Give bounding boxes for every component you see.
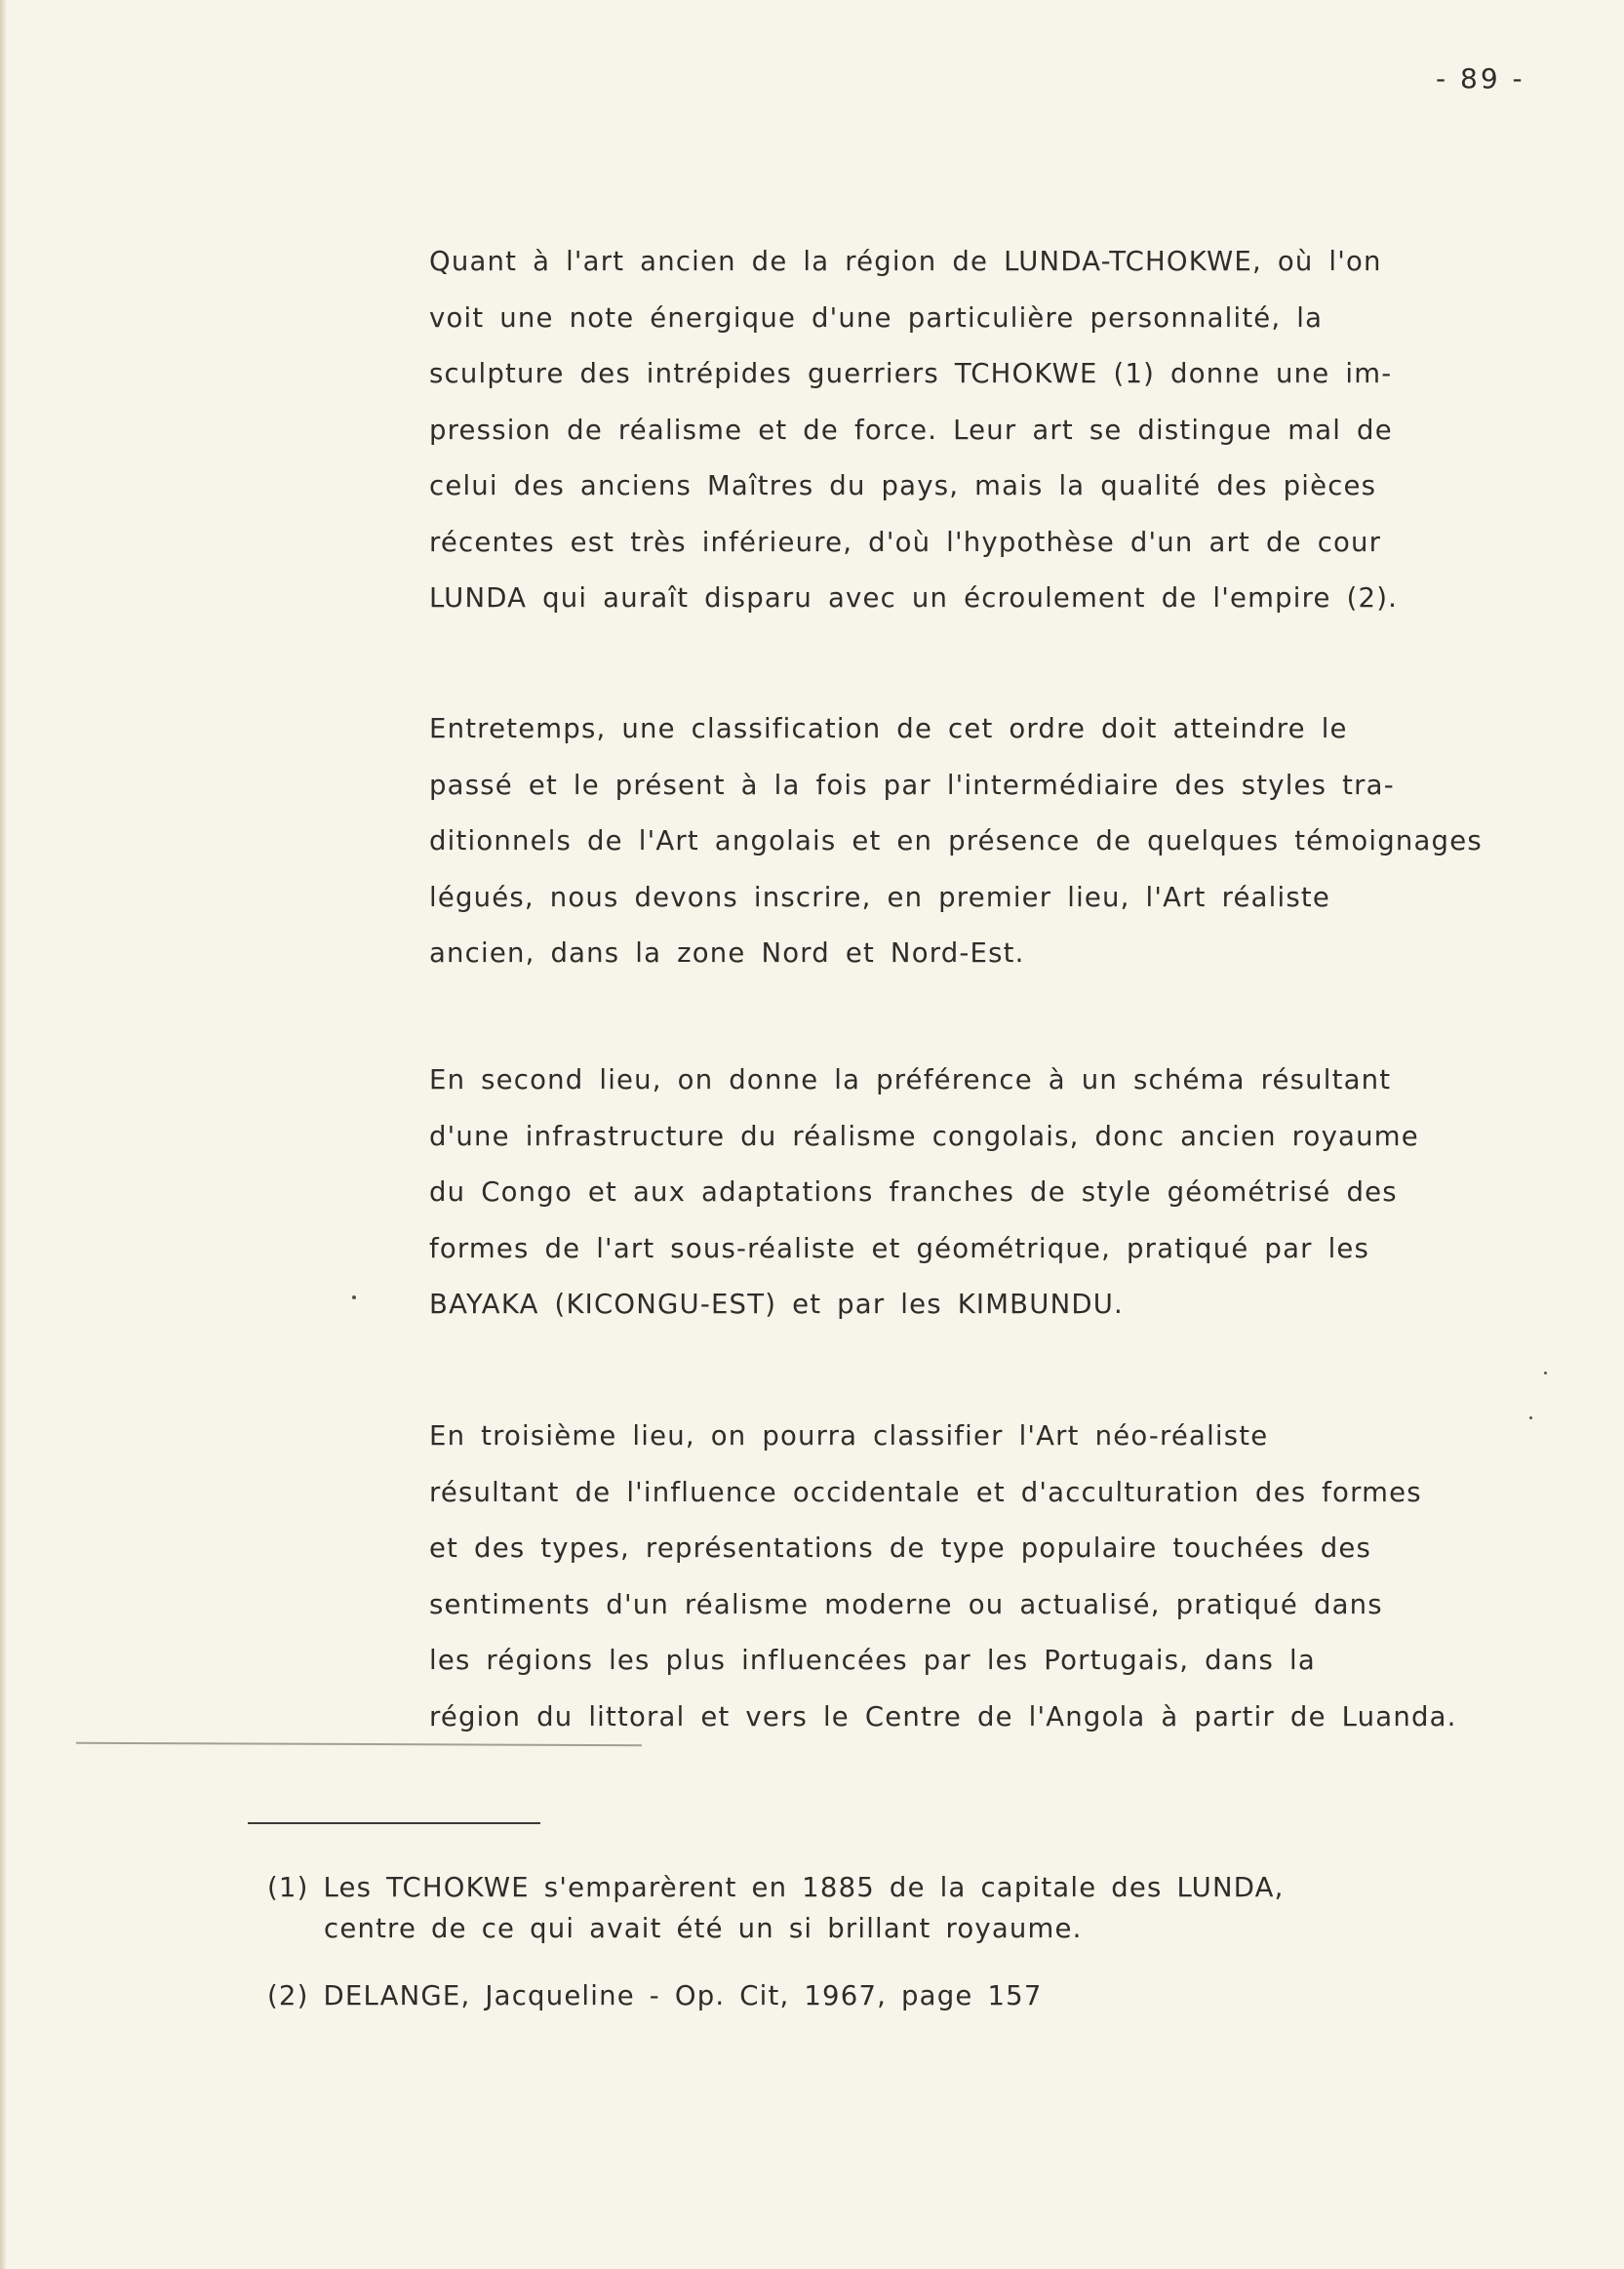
text-line: récentes est très inférieure, d'où l'hypothèse d'un art de cour xyxy=(429,526,1382,558)
text-line: celui des anciens Maîtres du pays, mais la qualité des pièces xyxy=(429,470,1377,501)
text-line: du Congo et aux adaptations franches de style géométrisé des xyxy=(429,1176,1398,1208)
footnote-line: centre de ce qui avait été un si brillant royaume. xyxy=(324,1913,1083,1944)
page-edge xyxy=(0,0,6,2269)
text-line: pression de réalisme et de force. Leur art se distingue mal de xyxy=(429,414,1393,446)
text-line: résultant de l'influence occidentale et d'acculturation des formes xyxy=(429,1476,1422,1508)
text-line: BAYAKA (KICONGU-EST) et par les KIMBUNDU. xyxy=(429,1289,1124,1320)
paragraph-second-place xyxy=(429,1053,1419,1334)
footnote-2 xyxy=(267,1975,1043,2016)
text-line: et des types, représentations de type populaire touchées des xyxy=(429,1533,1372,1564)
text-line: ancien, dans la zone Nord et Nord-Est. xyxy=(429,937,1025,969)
scan-speck xyxy=(352,1295,356,1299)
text-line: les régions les plus influencées par les Portugais, dans la xyxy=(429,1645,1316,1676)
paragraph-lunda-tchokwe xyxy=(429,234,1398,627)
text-line: voit une note énergique d'une particulière personnalité, la xyxy=(429,301,1324,334)
paragraph-classification xyxy=(429,701,1483,982)
text-line: En troisième lieu, on pourra classifier l'Art néo-réaliste xyxy=(429,1420,1269,1452)
page-number: - 89 - xyxy=(1436,62,1525,95)
text-line: sculpture des intrépides guerriers TCHOKWE (1) donne une im- xyxy=(429,358,1393,389)
text-line: formes de l'art sous-réaliste et géométrique, pratiqué par les xyxy=(429,1232,1370,1264)
text-line: d'une infrastructure du réalisme congolais, donc ancien royaume xyxy=(429,1120,1419,1152)
text-line: LUNDA qui auraît disparu avec un écroulement de l'empire (2). xyxy=(429,582,1399,614)
text-line: légués, nous devons inscrire, en premier lieu, l'Art réaliste xyxy=(429,881,1330,913)
footnote-line: (2) DELANGE, Jacqueline - Op. Cit, 1967, page 157 xyxy=(267,1980,1043,2011)
scan-speck xyxy=(1529,1416,1532,1419)
footnote-line: (1) Les TCHOKWE s'emparèrent en 1885 de la capitale des LUNDA, xyxy=(267,1872,1285,1903)
text-line: En second lieu, on donne la préférence à un schéma résultant xyxy=(429,1064,1392,1095)
text-line: région du littoral et vers le Centre de l'Angola à partir de Luanda. xyxy=(429,1700,1457,1732)
paragraph-third-place xyxy=(429,1409,1457,1745)
footnote-1 xyxy=(267,1867,1285,1949)
footnote-separator xyxy=(248,1822,540,1824)
text-line: Quant à l'art ancien de la région de LUNDA-TCHOKWE, où l'on xyxy=(429,246,1382,277)
scan-speck xyxy=(1544,1372,1547,1374)
text-line: Entretemps, une classification de cet ordre doit atteindre le xyxy=(429,713,1348,744)
text-line: sentiments d'un réalisme moderne ou actualisé, pratiqué dans xyxy=(429,1588,1383,1620)
text-line: ditionnels de l'Art angolais et en présence de quelques témoignages xyxy=(429,825,1483,856)
text-line: passé et le présent à la fois par l'intermédiaire des styles tra- xyxy=(429,769,1395,801)
